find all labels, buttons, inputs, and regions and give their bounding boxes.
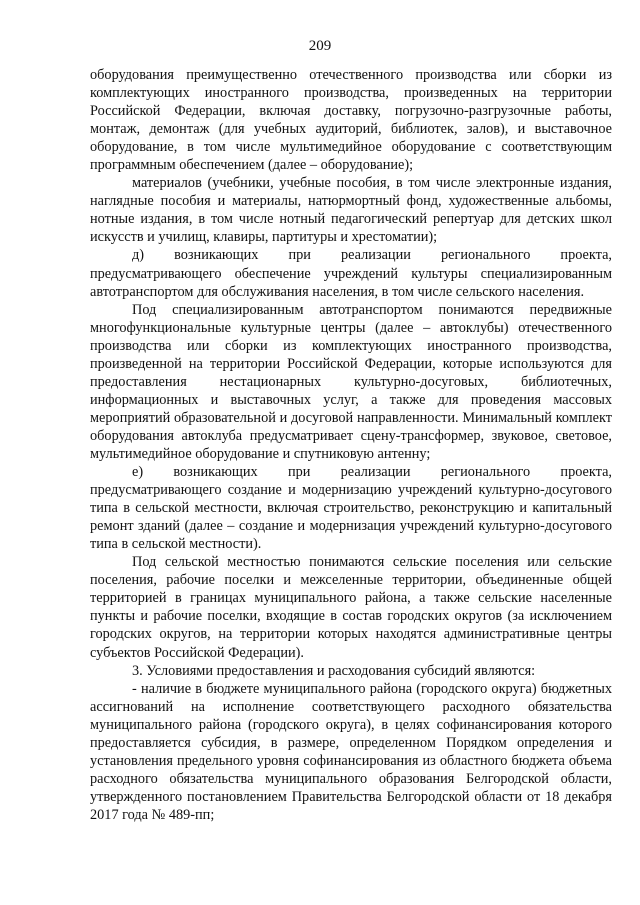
paragraph-item-e: е) возникающих при реализации регионального проекта, предусматривающего создание и модернизацию учреждений культурно-досугового типа в сельской местности, включая строительство, реконструкцию и капитальный ремонт зданий (далее – создание и модернизация учреждений культурно-досугового типа в сельской местности). bbox=[90, 464, 612, 553]
document-body bbox=[90, 66, 612, 824]
paragraph-rural-areas: Под сельской местностью понимаются сельские поселения или сельские поселения, рабочие поселки и межселенные территории, объединенные общей территорией в границах муниципального района, а также сельские населенные пункты и рабочие поселки, входящие в состав городских округов (за исключением городских округов, на территории которых находятся административные центры субъектов Российской Федерации). bbox=[90, 554, 612, 661]
paragraph-budget-condition: - наличие в бюджете муниципального района (городского округа) бюджетных ассигнований на исполнение соответствующего расходного обязательства муниципального района (городского округа), в целях софинансирования которого предоставляется субсидия, в размере, определенном Порядком определения и установления предельного уровня софинансирования из областного бюджета объема расходного обязательства муниципального образования Белгородской области, утвержденного постановлением Правительства Белгородской области от 18 декабря 2017 года № 489-пп; bbox=[90, 680, 612, 823]
paragraph-autoclubs: Под специализированным автотранспортом понимаются передвижные многофункциональные культурные центры (далее – автоклубы) отечественного производства или сборки из комплектующих иностранного производства, произведенной на территории Российской Федерации, которые используются для предоставления нестационарных культурно-досуговых, библиотечных, информационных и выставочных услуг, а также для проведения массовых мероприятий образовательной и досуговой направленности. Минимальный комплект оборудования автоклуба предусматривает сцену-трансформер, звуковое, световое, мультимедийное оборудование и спутниковую антенну; bbox=[90, 301, 612, 462]
page-number: 209 bbox=[308, 38, 332, 54]
paragraph-conditions-heading: 3. Условиями предоставления и расходования субсидий являются: bbox=[132, 662, 536, 679]
paragraph-item-d: д) возникающих при реализации регионального проекта, предусматривающего обеспечение учреждений культуры специализированным автотранспортом для обслуживания населения, в том числе сельского населения. bbox=[90, 247, 612, 300]
paragraph-equipment: оборудования преимущественно отечественного производства или сборки из комплектующих иностранного производства, произведенных на территории Российской Федерации, включая доставку, погрузочно-разгрузочные работы, монтаж, демонтаж (для учебных аудиторий, библиотек, залов), и выставочное оборудование, в том числе мультимедийное оборудование с соответствующим программным обеспечением (далее – оборудование); bbox=[90, 67, 612, 174]
paragraph-materials: материалов (учебники, учебные пособия, в том числе электронные издания, наглядные пособия и материалы, натюрмортный фонд, художественные альбомы, нотные издания, в том числе нотный педагогический репертуар для детских школ искусств и училищ, клавиры, партитуры и хрестоматии); bbox=[90, 175, 612, 246]
